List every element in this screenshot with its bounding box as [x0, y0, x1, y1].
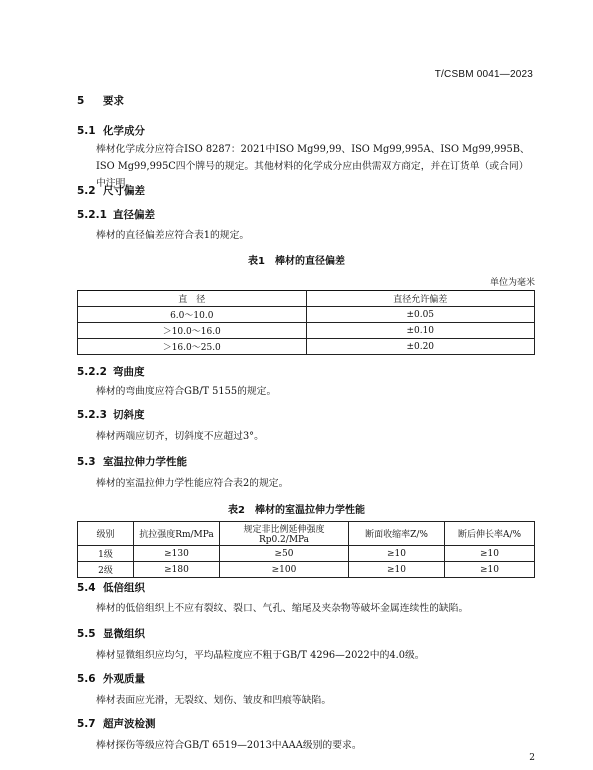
table-row — [78, 323, 535, 339]
section-number: 5.5 — [77, 628, 96, 640]
table-cell: ≥10 — [445, 546, 535, 562]
table-header-row — [78, 522, 535, 546]
section-title: 室温拉伸力学性能 — [103, 456, 187, 468]
section-5-1-text: 棒材化学成分应符合ISO 8287：2021中ISO Mg99,99、ISO Mg99,995A、ISO Mg99,995B、ISO Mg99,995C四个牌号的规定。其他材料的化学成分应由供需双方商定，并在订货单（或合同）中注明。 — [96, 144, 530, 189]
section-title: 要求 — [103, 95, 124, 107]
section-number: 5.4 — [77, 582, 96, 594]
section-number: 5.7 — [77, 718, 96, 730]
section-5-6-text: 棒材表面应光滑，无裂纹、划伤、皱皮和凹痕等缺陷。 — [96, 695, 332, 706]
table-1-diameter-deviation — [77, 290, 535, 355]
section-5-2-heading — [77, 183, 145, 198]
document-id: T/CSBM 0041—2023 — [434, 69, 533, 80]
table-2-tensile-properties — [77, 521, 535, 578]
column-header: 直 径 — [78, 291, 307, 307]
section-title: 直径偏差 — [113, 209, 155, 221]
section-title: 低倍组织 — [103, 582, 145, 594]
column-header: 抗拉强度Rm/MPa — [134, 522, 220, 546]
table-cell: 1级 — [78, 546, 134, 562]
table-cell: 2级 — [78, 562, 134, 578]
table-row — [78, 562, 535, 578]
section-5-2-3-heading — [77, 407, 145, 422]
section-title: 弯曲度 — [113, 366, 145, 378]
section-5-4-text: 棒材的低倍组织上不应有裂纹、裂口、气孔、缩尾及夹杂物等破坏金属连续性的缺陷。 — [96, 603, 469, 614]
section-5-5-text: 棒材显微组织应均匀，平均晶粒度应不粗于GB/T 4296—2022中的4.0级。 — [96, 650, 425, 661]
table-cell: ±0.10 — [306, 323, 535, 339]
column-header: 规定非比例延伸强度Rp0.2/MPa — [220, 522, 349, 546]
section-5-heading — [77, 93, 124, 108]
table-header-row — [78, 291, 535, 307]
section-title: 显微组织 — [103, 628, 145, 640]
section-5-1-heading — [77, 123, 145, 138]
table-cell: ＞10.0～16.0 — [78, 323, 307, 339]
section-number: 5.6 — [77, 673, 96, 685]
section-title: 切斜度 — [113, 409, 145, 421]
column-header: 级别 — [78, 522, 134, 546]
section-title: 尺寸偏差 — [103, 185, 145, 197]
section-number: 5 — [77, 95, 85, 107]
section-number: 5.2.2 — [77, 366, 107, 378]
table-cell: ≥130 — [134, 546, 220, 562]
section-5-2-2-heading — [77, 364, 145, 379]
section-5-2-3-text: 棒材两端应切齐，切斜度不应超过3°。 — [96, 431, 264, 442]
section-5-3-text: 棒材的室温拉伸力学性能应符合表2的规定。 — [96, 478, 289, 489]
section-5-5-heading — [77, 626, 145, 641]
section-5-2-1-text: 棒材的直径偏差应符合表1的规定。 — [96, 230, 250, 241]
section-number: 5.2.3 — [77, 409, 107, 421]
table-1-caption: 表1 棒材的直径偏差 — [248, 256, 345, 267]
table-cell: ＞16.0～25.0 — [78, 339, 307, 355]
table-cell: ≥10 — [349, 546, 445, 562]
column-header: 断面收缩率Z/% — [349, 522, 445, 546]
table-2-caption: 表2 棒材的室温拉伸力学性能 — [228, 505, 365, 516]
section-number: 5.2 — [77, 185, 96, 197]
table-1-unit: 单位为毫米 — [489, 278, 535, 288]
section-number: 5.3 — [77, 456, 96, 468]
page-number: 2 — [529, 753, 535, 763]
section-5-2-2-text: 棒材的弯曲度应符合GB/T 5155的规定。 — [96, 386, 277, 397]
section-5-2-1-heading — [77, 207, 155, 222]
table-row — [78, 339, 535, 355]
section-5-3-heading — [77, 454, 187, 469]
table-cell: ≥50 — [220, 546, 349, 562]
section-title: 化学成分 — [103, 125, 145, 137]
section-5-7-heading — [77, 716, 156, 731]
section-number: 5.2.1 — [77, 209, 107, 221]
column-header: 直径允许偏差 — [306, 291, 535, 307]
table-cell: 6.0～10.0 — [78, 307, 307, 323]
section-title: 超声波检测 — [103, 718, 156, 730]
table-cell: ±0.05 — [306, 307, 535, 323]
table-cell: ≥10 — [445, 562, 535, 578]
section-5-6-heading — [77, 671, 145, 686]
table-cell: ±0.20 — [306, 339, 535, 355]
table-cell: ≥180 — [134, 562, 220, 578]
section-title: 外观质量 — [103, 673, 145, 685]
section-number: 5.1 — [77, 125, 96, 137]
table-row — [78, 546, 535, 562]
table-row — [78, 307, 535, 323]
section-5-7-text: 棒材探伤等级应符合GB/T 6519—2013中AAA级别的要求。 — [96, 740, 362, 751]
table-cell: ≥10 — [349, 562, 445, 578]
section-5-4-heading — [77, 580, 145, 595]
table-cell: ≥100 — [220, 562, 349, 578]
column-header: 断后伸长率A/% — [445, 522, 535, 546]
